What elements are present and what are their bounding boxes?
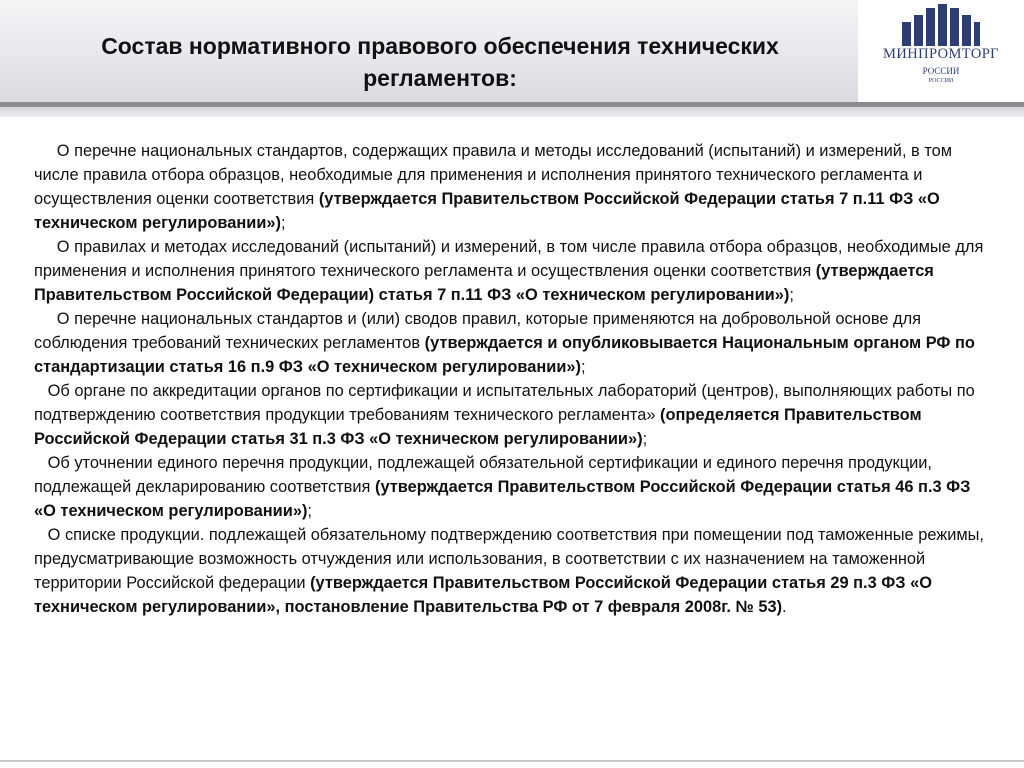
slide-header <box>0 0 1024 102</box>
item-text: Об органе по аккредитации органов по сертификации и испытательных лабораторий (центров), выполняющих работы по подтверждению соответствия продукции требованиям технического регламента» <box>34 382 975 424</box>
item-text: О правилах и методах исследований (испытаний) и измерений, в том числе правила отбора образцов, необходимые для применения и исполнения принятого технического регламента и осуществления оценки соответствия <box>34 238 984 280</box>
item-end: ; <box>642 430 648 448</box>
item-reference: (утверждается Правительством Российской Федерации статья 7 п.11 ФЗ «О техническом регулировании») <box>34 190 940 232</box>
header-divider-shade <box>0 107 1024 117</box>
logo <box>858 0 1024 102</box>
footer-divider <box>0 760 1024 762</box>
slide-title: Состав нормативного правового обеспечения технических регламентов: <box>101 33 779 91</box>
ministry-emblem-icon <box>902 4 980 46</box>
list-item <box>34 307 990 379</box>
item-reference: (утверждается Правительством Российской Федерации статья 46 п.3 ФЗ «О техническом регулировании») <box>34 478 971 520</box>
logo-subtitle-small: РОССИИ <box>928 78 954 84</box>
item-text: О перечне национальных стандартов, содержащих правила и методы исследований (испытаний) и измерений, в том числе правила отбора образцов, необходимые для применения и исполнения принятого технического регламента и осуществления оценки соответствия <box>34 142 953 208</box>
list-item <box>34 451 990 523</box>
item-text: Об уточнении единого перечня продукции, подлежащей обязательной сертификации и единого перечня продукции, подлежащей декларированию соответствия <box>34 454 932 496</box>
item-reference: (определяется Правительством Российской Федерации статья 31 п.3 ФЗ «О техническом регулировании») <box>34 406 922 448</box>
item-end: ; <box>789 286 794 304</box>
list-item <box>34 379 990 451</box>
logo-subtitle: РОССИИ <box>922 66 960 76</box>
item-end: ; <box>307 502 312 520</box>
regulations-list <box>34 139 990 619</box>
item-reference: (утверждается Правительством Российской Федерации) статья 7 п.11 ФЗ «О техническом регулировании») <box>34 262 934 304</box>
item-text: О списке продукции. подлежащей обязательному подтверждению соответствия при помещении под таможенные режимы, предусматривающие возможность отчуждения или использования, в соответствии с их назначением на таможенной территории Российской федерации <box>34 526 984 592</box>
list-item <box>34 235 990 307</box>
list-item <box>34 523 990 619</box>
logo-title: МИНПРОМТОРГ <box>883 46 999 62</box>
item-end: ; <box>280 214 286 232</box>
item-end: . <box>782 598 787 616</box>
item-end: ; <box>581 358 586 376</box>
item-text: О перечне национальных стандартов и (или) сводов правил, которые применяются на добровольной основе для соблюдения требований технических регламентов <box>34 310 922 352</box>
list-item <box>34 139 990 235</box>
item-reference: (утверждается и опубликовывается Национальным органом РФ по стандартизации статья 16 п.9 ФЗ «О техническом регулировании») <box>34 334 975 376</box>
item-reference: (утверждается Правительством Российской Федерации статья 29 п.3 ФЗ «О техническом регулировании», постановление Правительства РФ от 7 февраля 2008г. № 53) <box>34 574 932 616</box>
